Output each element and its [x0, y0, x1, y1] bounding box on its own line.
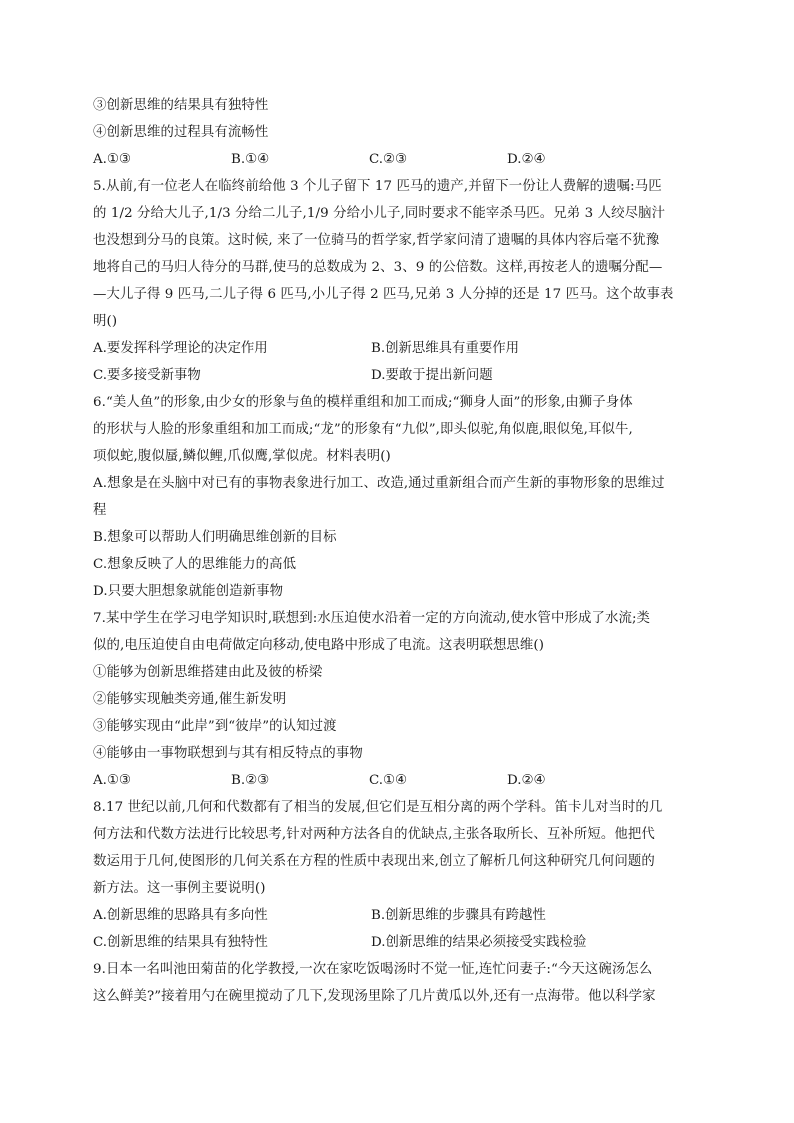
q6-stem-line: 项似蛇,腹似蜃,鳞似鲤,爪似鹰,掌似虎。材料表明() — [93, 449, 391, 464]
q4-item-3: ③创新思维的结果具有独特性 — [93, 98, 269, 113]
q5-option-d: D.要敢于提出新问题 — [371, 368, 493, 383]
q5-option-c: C.要多接受新事物 — [93, 368, 201, 383]
q6-option-a-cont: 程 — [93, 503, 107, 518]
q8-option-b: B.创新思维的步骤具有跨越性 — [371, 908, 546, 923]
q6-option-a: A.想象是在头脑中对已有的事物表象进行加工、改造,通过重新组合而产生新的事物形象的思维过 — [93, 476, 665, 491]
q8-stem-line: 8.17 世纪以前,几何和代数都有了相当的发展,但它们是互相分离的两个学科。笛卡儿对当时的几 — [93, 800, 663, 815]
q8-options-row — [93, 929, 703, 956]
q7-item-1: ①能够为创新思维搭建由此及彼的桥梁 — [93, 665, 323, 680]
q8-option-d: D.创新思维的结果必须接受实践检验 — [371, 935, 587, 950]
q6-option-b: B.想象可以帮助人们明确思维创新的目标 — [93, 530, 337, 545]
q5-option-a: A.要发挥科学理论的决定作用 — [93, 341, 268, 356]
q6-option-d: D.只要大胆想象就能创造新事物 — [93, 584, 284, 599]
q5-option-b: B.创新思维具有重要作用 — [371, 341, 520, 356]
q7-option-a: A.①③ — [93, 773, 131, 788]
q9-stem-line: 9.日本一名叫池田菊苗的化学教授,一次在家吃饭喝汤时不觉一怔,连忙问妻子:“今天这碗汤怎么 — [93, 962, 653, 977]
q7-option-d: D.②④ — [507, 773, 546, 788]
q7-stem-line: 7.某中学生在学习电学知识时,联想到:水压迫使水沿着一定的方向流动,使水管中形成了水流;类 — [93, 611, 651, 626]
q8-stem-line: 新方法。这一事例主要说明() — [93, 881, 266, 896]
q8-option-c: C.创新思维的结果具有独特性 — [93, 935, 268, 950]
q6-stem-line: 的形状与人脸的形象重组和加工而成;“龙”的形象有“九似”,即头似驼,角似鹿,眼似兔,耳似牛, — [93, 422, 633, 437]
q5-options-row — [93, 362, 703, 389]
q7-option-c: C.①④ — [369, 773, 408, 788]
q5-stem-line: 的 1/2 分给大儿子,1/3 分给二儿子,1/9 分给小儿子,同时要求不能宰杀马匹。兄弟 3 人绞尽脑汁 — [93, 206, 666, 221]
q8-stem-line: 数运用于几何,使图形的几何关系在方程的性质中表现出来,创立了解析几何这种研究几何问题的 — [93, 854, 655, 869]
q9-stem-line: 这么鲜美?”接着用勺在碗里搅动了几下,发现汤里除了几片黄瓜以外,还有一点海带。他以科学家 — [93, 989, 656, 1004]
q7-item-3: ③能够实现由“此岸”到“彼岸”的认知过渡 — [93, 719, 337, 734]
q5-stem-line: 明() — [93, 314, 118, 329]
q7-option-b: B.②③ — [231, 773, 270, 788]
q5-stem-line: 也没想到分马的良策。这时候, 来了一位骑马的哲学家,哲学家问清了遗嘱的具体内容后毫不犹豫 — [93, 233, 660, 248]
worksheet-page — [93, 92, 703, 1010]
q4-option-a: A.①③ — [93, 152, 131, 167]
q5-stem-line: 5.从前,有一位老人在临终前给他 3 个儿子留下 17 匹马的遗产,并留下一份让人费解的遗嘱:马匹 — [93, 179, 662, 194]
q4-option-d: D.②④ — [507, 152, 546, 167]
q4-options — [93, 146, 703, 173]
q7-stem-line: 似的,电压迫使自由电荷做定向移动,使电路中形成了电流。这表明联想思维() — [93, 638, 545, 653]
q8-stem-line: 何方法和代数方法进行比较思考,针对两种方法各自的优缺点,主张各取所长、互补所短。他把代 — [93, 827, 655, 842]
q6-option-c: C.想象反映了人的思维能力的高低 — [93, 557, 297, 572]
q7-item-4: ④能够由一事物联想到与其有相反特点的事物 — [93, 746, 363, 761]
q5-options-row — [93, 335, 703, 362]
q8-options-row — [93, 902, 703, 929]
q4-option-b: B.①④ — [231, 152, 270, 167]
q7-item-2: ②能够实现触类旁通,催生新发明 — [93, 692, 287, 707]
q4-option-c: C.②③ — [369, 152, 408, 167]
q5-stem-line: 地将自己的马归人待分的马群,使马的总数成为 2、3、9 的公倍数。这样,再按老人的遗嘱分配— — [93, 260, 663, 275]
q8-option-a: A.创新思维的思路具有多向性 — [93, 908, 268, 923]
q7-options — [93, 767, 703, 794]
q6-stem-line: 6.“美人鱼”的形象,由少女的形象与鱼的模样重组和加工而成;“狮身人面”的形象,由狮子身体 — [93, 395, 633, 410]
q5-stem-line: —大儿子得 9 匹马,二儿子得 6 匹马,小儿子得 2 匹马,兄弟 3 人分掉的还是 17 匹马。这个故事表 — [93, 287, 674, 302]
q4-item-4: ④创新思维的过程具有流畅性 — [93, 125, 269, 140]
